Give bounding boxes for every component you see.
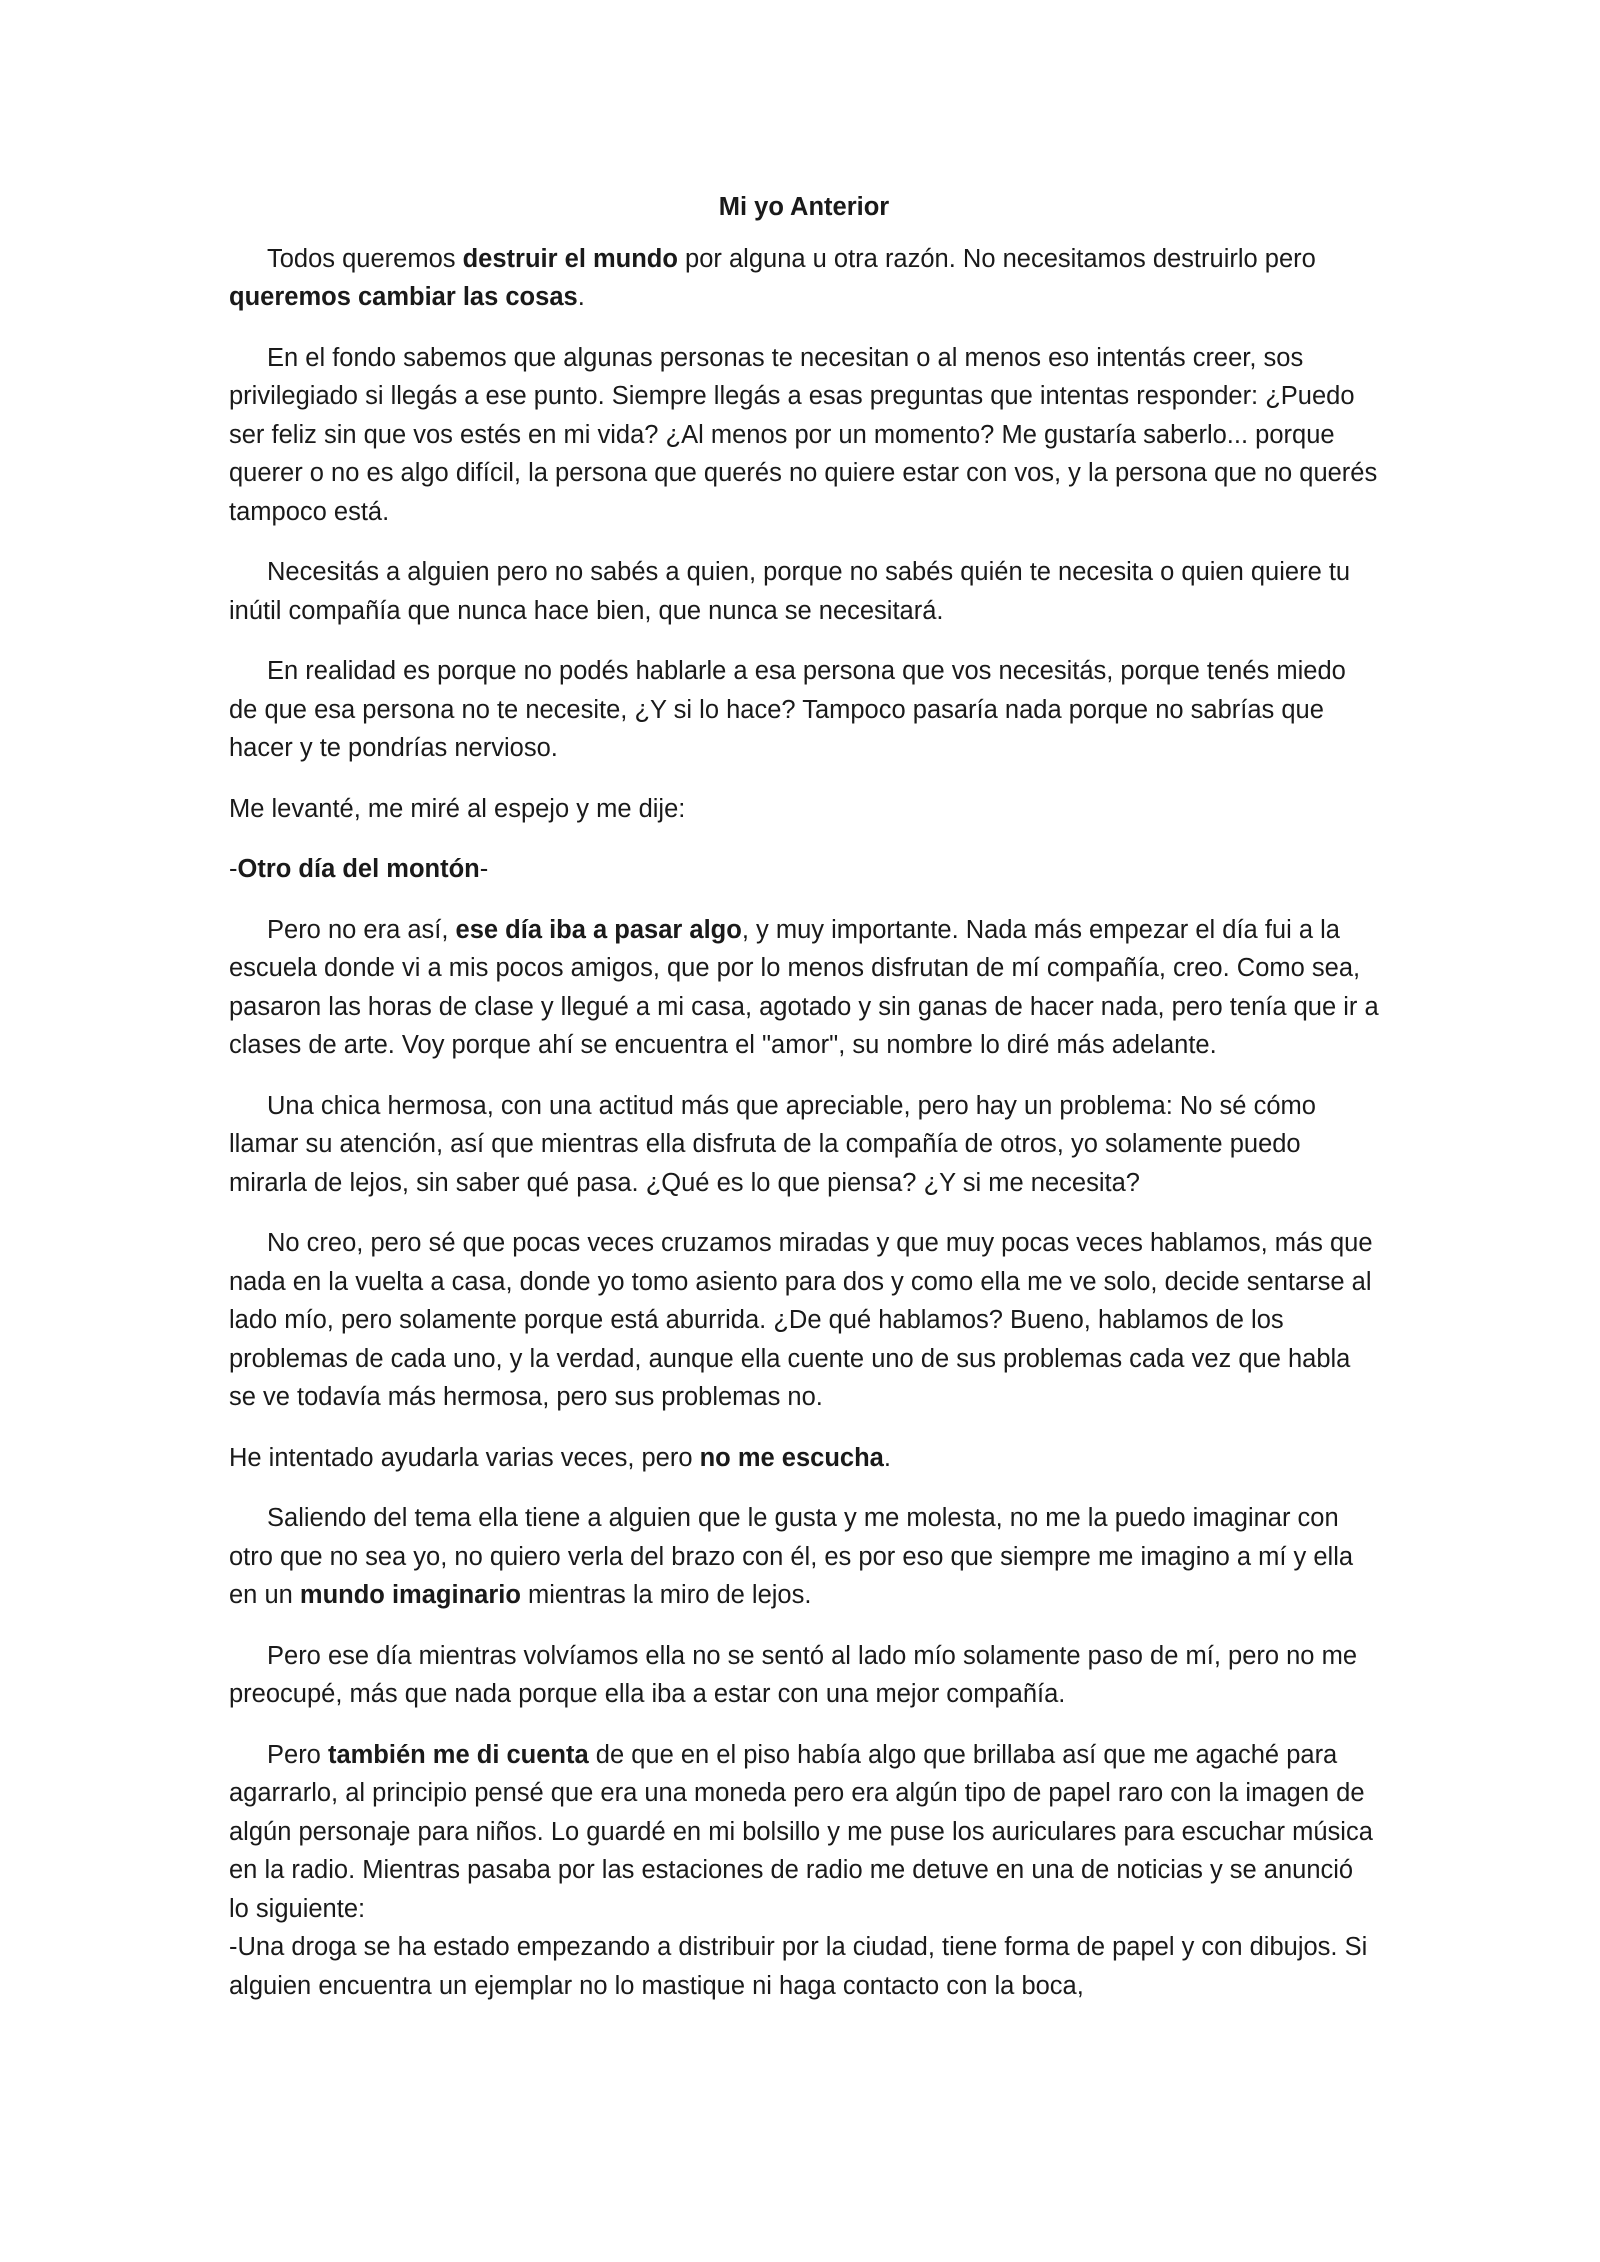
paragraph [229, 1499, 1379, 1615]
bold-text: ese día iba a pasar algo [455, 915, 742, 944]
paragraph [229, 1736, 1379, 1929]
paragraph [229, 1087, 1379, 1203]
paragraph [229, 911, 1379, 1065]
body-text: Pero no era así, [267, 915, 456, 944]
body-text: Necesitás a alguien pero no sabés a quien, porque no sabés quién te necesita o quien quiere tu inútil compañía que nunca hace bien, que nunca se necesitará. [229, 558, 1351, 625]
body-text: No creo, pero sé que pocas veces cruzamos miradas y que muy pocas veces hablamos, más que nada en la vuelta a casa, donde yo tomo asiento para dos y como ella me ve solo, decide sentarse al lado mío, pero solamente porque está aburrida. ¿De qué hablamos? Bueno, hablamos de los problemas de cada uno, y la verdad, aunque ella cuente uno de sus problemas cada vez que habla se ve todavía más hermosa, pero sus problemas no. [229, 1229, 1373, 1411]
body-text: , y muy importante. Nada más empezar el día fui a la escuela donde vi a mis pocos amigos, que por lo menos disfrutan de mí compañía, creo. Como sea, pasaron las horas de clase y llegué a mi casa, agotado y sin ganas de hacer nada, pero tenía que ir a clases de arte. Voy porque ahí se encuentra el "amor", su nombre lo diré más adelante. [229, 915, 1379, 1059]
body-text: - [479, 855, 489, 883]
bold-text: destruir el mundo [462, 244, 678, 273]
body-text: En realidad es porque no podés hablarle a esa persona que vos necesitás, porque tenés miedo de que esa persona no te necesite, ¿Y si lo hace? Tampoco pasaría nada porque no sabrías que hacer y te pondrías nervioso. [229, 657, 1346, 762]
paragraph [229, 1637, 1379, 1714]
body-text: mientras la miro de lejos. [520, 1581, 812, 1609]
paragraph [229, 1224, 1379, 1417]
body-text: por alguna u otra razón. No necesitamos destruirlo pero [677, 244, 1316, 273]
body-text: - [229, 855, 238, 883]
paragraph [229, 1928, 1379, 2005]
body-text: . [883, 1443, 891, 1472]
body-text: En el fondo sabemos que algunas personas te necesitan o al menos eso intentás creer, sos privilegiado si llegás a ese punto. Siempre llegás a esas preguntas que intentas responder: ¿Puedo ser feliz sin que vos estés en mi vida? ¿Al menos por un momento? Me gustaría saberlo... porque querer o no es algo difícil, la persona que querés no quiere estar con vos, y la persona que no querés tampoco está. [229, 343, 1378, 526]
body-text: -Una droga se ha estado empezando a distribuir por la ciudad, tiene forma de papel y con dibujos. Si alguien encuentra un ejemplar no lo mastique ni haga contacto con la boca, [229, 1933, 1368, 2000]
paragraph [229, 240, 1379, 317]
paragraph [229, 652, 1379, 768]
bold-text: Otro día del montón [237, 855, 480, 883]
bold-text: también me di cuenta [327, 1740, 589, 1769]
paragraph [229, 553, 1379, 630]
body-text: Pero [267, 1740, 328, 1769]
paragraph [229, 1439, 1379, 1478]
body-text: Me levanté, me miré al espejo y me dije: [229, 794, 686, 823]
document-body [229, 188, 1379, 2027]
paragraph [229, 339, 1379, 532]
paragraph [229, 790, 1379, 829]
body-text: de que en el piso había algo que brillaba así que me agaché para agarrarlo, al principio pensé que era una moneda pero era algún tipo de papel raro con la imagen de algún personaje para niños. Lo guardé en mi bolsillo y me puse los auriculares para escuchar música en la radio. Mientras pasaba por las estaciones de radio me detuve en una de noticias y se anunció lo siguiente: [229, 1740, 1373, 1923]
bold-text: mundo imaginario [299, 1581, 521, 1609]
paragraph-list [229, 240, 1379, 2006]
document-title: Mi yo Anterior [718, 193, 890, 221]
body-text: He intentado ayudarla varias veces, pero [229, 1443, 700, 1472]
bold-text: queremos cambiar las cosas [229, 283, 578, 311]
bold-text: no me escucha [699, 1443, 884, 1472]
body-text: Todos queremos [267, 244, 463, 273]
body-text: Una chica hermosa, con una actitud más que apreciable, pero hay un problema: No sé cómo llamar su atención, así que mientras ella disfruta de la compañía de otros, yo solamente puedo mirarla de lejos, sin saber qué pasa. ¿Qué es lo que piensa? ¿Y si me necesita? [229, 1091, 1316, 1197]
paragraph [229, 850, 1379, 889]
body-text: . [577, 283, 585, 311]
body-text: Pero ese día mientras volvíamos ella no se sentó al lado mío solamente paso de mí, pero no me preocupé, más que nada porque ella iba a estar con una mejor compañía. [229, 1641, 1358, 1708]
body-text: Saliendo del tema ella tiene a alguien que le gusta y me molesta, no me la puedo imaginar con otro que no sea yo, no quiero verla del brazo con él, es por eso que siempre me imagino a mí y ella en un [229, 1504, 1354, 1609]
